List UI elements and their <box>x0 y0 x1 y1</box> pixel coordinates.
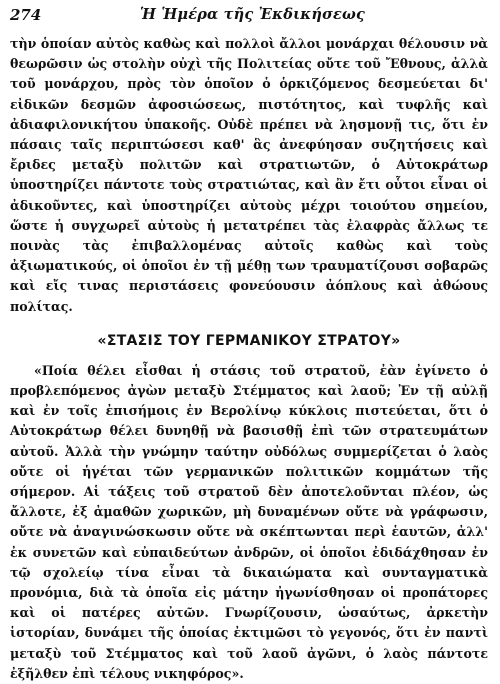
running-head <box>10 6 488 28</box>
body-paragraph-1: τὴν ὁποίαν αὐτὸς καθὼς καὶ πολλοὶ ἄλλοι μονάρχαι θέλουσιν νὰ θεωρῶσιν ὡς στολὴν οὐχὶ τῆς Πολιτείας οὔτε τοῦ Ἔθνους, ἀλλὰ τοῦ μονάρχου, πρὸς τὸν ὁποῖον ὁ ὁρκιζόμενος δεσμεύεται δι' εἰδικῶν δεσμῶν ἀφοσιώσεως, πιστότητος, καὶ τυφλῆς καὶ ἀδιαφιλονικήτου ὑπακοῆς. Οὐδὲ πρέπει νὰ λησμονῇ τις, ὅτι ἐν πάσαις ταῖς περιπτώσεσι καθ' ἃς ἀνεφύησαν συζητήσεις καὶ ἔριδες μεταξὺ πολιτῶν καὶ στρατιωτῶν, ὁ Αὐτοκράτωρ ὑποστηρίζει πάντοτε τοὺς στρατιώτας, καὶ ἂν ἔτι οὗτοι εἶναι οἱ ἀδικοῦντες, καὶ ὑποστηρίζει αὐτοὺς μέχρι τοιούτου σημείου, ὥστε ἡ συγχωρεῖ αὐτοὺς ἡ μετατρέπει τὰς ἐλαφρὰς ἄλλως τε ποινὰς τὰς ἐπιβαλλομένας αὐτοῖς καθὼς καὶ τοὺς ἀξιωματικούς, οἱ ὁποῖοι ἐν τῇ μέθῃ των τραυματίζουσι σοβαρῶς καὶ εἴς τινας περιστάσεις φονεύουσιν ἀόπλους καὶ ἀθώους πολίτας. <box>10 36 488 314</box>
section-heading: «ΣΤΑΣΙΣ ΤΟΥ ΓΕΡΜΑΝΙΚΟΥ ΣΤΡΑΤΟΥ» <box>97 332 401 349</box>
document-page <box>10 6 488 684</box>
running-title: Ἡ Ἡμέρα τῆς Ἐκδικήσεως <box>140 6 366 23</box>
body-paragraph-2: «Ποία θέλει εἶσθαι ἡ στάσις τοῦ στρατοῦ, ἐὰν ἐγίνετο ὁ προβλεπόμενος ἀγὼν μεταξὺ Στέμματος καὶ λαοῦ; Ἐν τῇ αὐλῇ καὶ ἐν τοῖς ἐπισήμοις ἐν Βερολίνῳ κύκλοις πιστεύεται, ὅτι ὁ Αὐτοκράτωρ θέλει δυνηθῇ νὰ βασισθῇ ἐπὶ τῶν στρατευμάτων αὐτοῦ. Ἀλλὰ τὴν γνώμην ταύτην οὐδόλως συμμερίζεται ὁ λαὸς οὔτε οἱ ἡγέται τῶν γερμανικῶν πολιτικῶν κομμάτων τῆς σήμερον. Αἱ τάξεις τοῦ στρατοῦ δὲν ἀποτελοῦνται πλέον, ὡς ἄλλοτε, ἐξ ἀμαθῶν χωρικῶν, μὴ δυναμένων οὔτε νὰ γράφωσιν, οὔτε νὰ ἀναγινώσκωσιν οὔτε νὰ σκέπτωνται περὶ ἑαυτῶν, ἀλλ' ἐκ συνετῶν καὶ εὐπαιδεύτων ἀνδρῶν, οἱ ὁποῖοι ἐδιδάχθησαν ἐν τῷ σχολείῳ τίνα εἶναι τὰ δικαιώματα καὶ συνταγματικὰ προνόμια, διὰ τὰ ὁποῖα εἰς μάτην ἠγωνίσθησαν οἱ προπάτορες καὶ οἱ πατέρες αὐτῶν. Γνωρίζουσιν, ὡσαύτως, ἀρκετὴν ἱστορίαν, δυνάμει τῆς ὁποίας ἐκτιμῶσι τὸ γεγονός, ὅτι ἐν παντὶ μεταξὺ τοῦ Στέμματος καὶ τοῦ λαοῦ ἀγῶνι, ὁ λαὸς πάντοτε ἐξῆλθεν ἐπὶ τέλους νικηφόρος». <box>10 362 488 681</box>
page-number: 274 <box>10 6 42 24</box>
